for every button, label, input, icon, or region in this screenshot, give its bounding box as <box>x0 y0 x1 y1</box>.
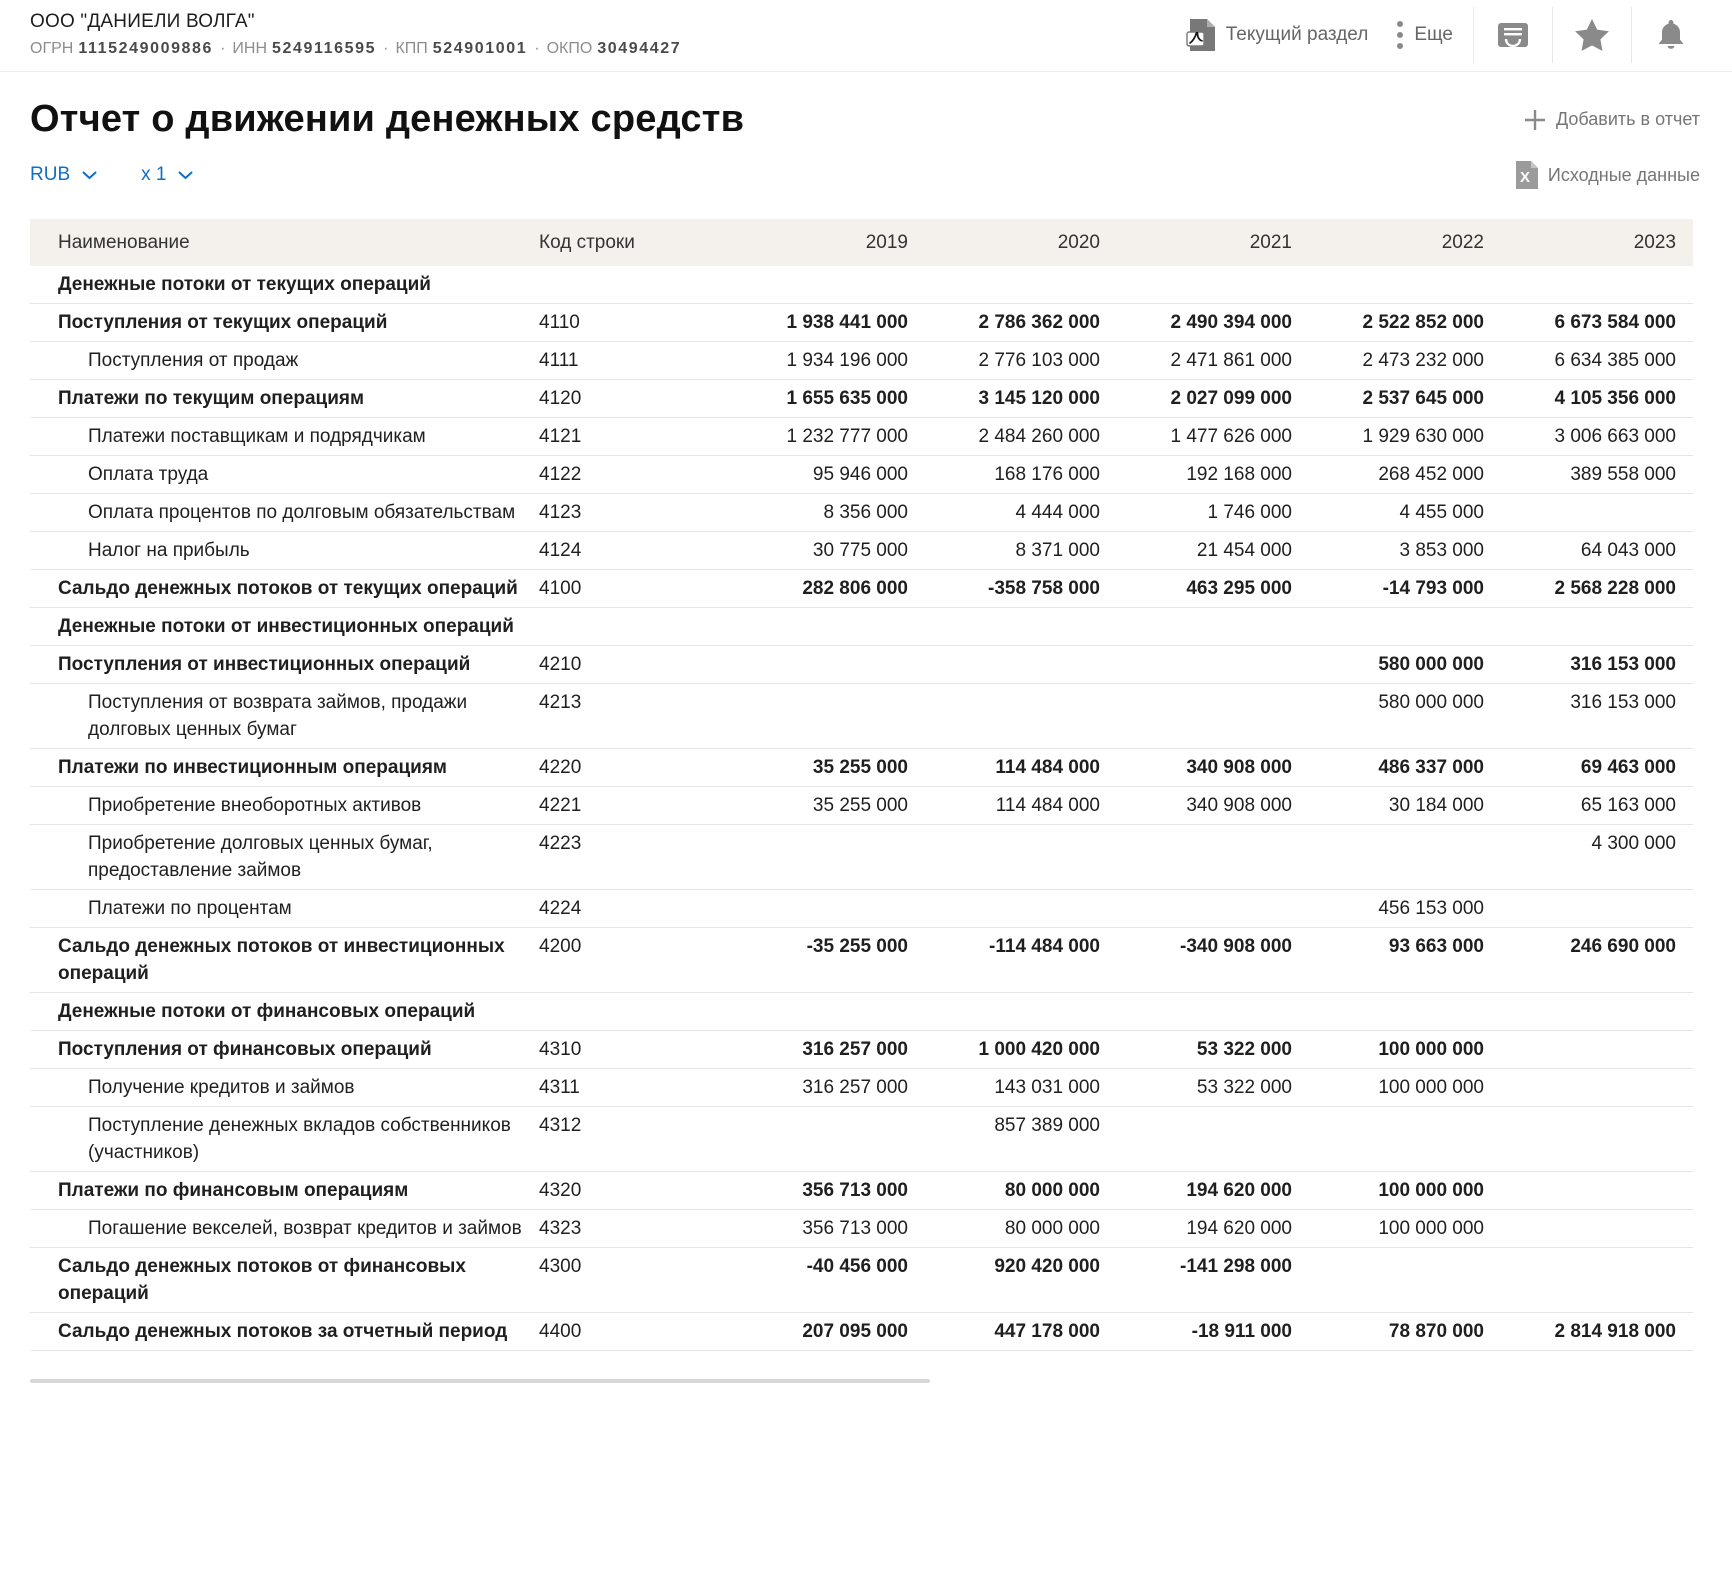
row-value: 100 000 000 <box>1309 1069 1501 1107</box>
row-value: 4 300 000 <box>1501 825 1693 890</box>
row-code: 4323 <box>537 1210 733 1248</box>
table-row <box>30 418 1693 456</box>
column-header: Код строки <box>537 219 733 266</box>
row-value <box>1309 993 1501 1031</box>
row-value: 8 356 000 <box>733 494 925 532</box>
row-value: 463 295 000 <box>1117 570 1309 608</box>
row-value: 100 000 000 <box>1309 1031 1501 1069</box>
row-value <box>925 993 1117 1031</box>
row-value <box>1501 1069 1693 1107</box>
row-value: 282 806 000 <box>733 570 925 608</box>
row-value <box>1309 608 1501 646</box>
row-label: Платежи по инвестиционным операциям <box>30 749 537 787</box>
row-value <box>1501 890 1693 928</box>
row-value <box>1501 494 1693 532</box>
row-value: 93 663 000 <box>1309 928 1501 993</box>
row-label: Налог на прибыль <box>30 532 537 570</box>
row-value: 2 522 852 000 <box>1309 304 1501 342</box>
row-value <box>733 825 925 890</box>
row-code: 4120 <box>537 380 733 418</box>
row-value: 1 232 777 000 <box>733 418 925 456</box>
row-value: 3 853 000 <box>1309 532 1501 570</box>
row-value <box>1501 1107 1693 1172</box>
add-to-report-label: Добавить в отчет <box>1555 109 1700 129</box>
row-value: 4 444 000 <box>925 494 1117 532</box>
row-code: 4124 <box>537 532 733 570</box>
row-value: 78 870 000 <box>1309 1313 1501 1351</box>
row-code: 4311 <box>537 1069 733 1107</box>
row-code: 4200 <box>537 928 733 993</box>
row-value <box>1117 993 1309 1031</box>
table-row <box>30 1313 1693 1351</box>
column-header: 2020 <box>925 219 1117 266</box>
row-value: 246 690 000 <box>1501 928 1693 993</box>
row-value <box>1501 1248 1693 1313</box>
row-value <box>1117 1107 1309 1172</box>
row-code: 4224 <box>537 890 733 928</box>
row-value: 2 537 645 000 <box>1309 380 1501 418</box>
bell-icon <box>1656 19 1686 51</box>
row-value <box>1117 608 1309 646</box>
row-value <box>925 825 1117 890</box>
row-value: 1 000 420 000 <box>925 1031 1117 1069</box>
row-value <box>733 608 925 646</box>
row-value <box>1501 1172 1693 1210</box>
svg-text:X: X <box>1519 169 1530 186</box>
registry-value: 524901001 <box>432 40 528 57</box>
currency-value: RUB <box>30 164 71 185</box>
row-label: Поступления от возврата займов, продажи долговых ценных бумаг <box>30 684 537 749</box>
source-data-label: Исходные данные <box>1547 164 1700 185</box>
row-value: 21 454 000 <box>1117 532 1309 570</box>
row-value: 194 620 000 <box>1117 1210 1309 1248</box>
company-registry <box>30 40 681 58</box>
column-header: 2022 <box>1309 219 1501 266</box>
row-value: 580 000 000 <box>1309 684 1501 749</box>
row-code: 4110 <box>537 304 733 342</box>
row-value: 30 184 000 <box>1309 787 1501 825</box>
row-code: 4310 <box>537 1031 733 1069</box>
row-value: 2 786 362 000 <box>925 304 1117 342</box>
row-value <box>733 1107 925 1172</box>
row-label: Платежи по текущим операциям <box>30 380 537 418</box>
row-value: 207 095 000 <box>733 1313 925 1351</box>
row-code <box>537 266 733 304</box>
row-value: 6 673 584 000 <box>1501 304 1693 342</box>
row-value: 857 389 000 <box>925 1107 1117 1172</box>
topbar <box>0 0 1732 72</box>
column-header: Наименование <box>30 219 537 266</box>
row-label: Оплата процентов по долговым обязательствам <box>30 494 537 532</box>
currency-dropdown[interactable] <box>30 162 97 188</box>
registry-label: КПП <box>395 40 428 57</box>
divider <box>1552 7 1553 63</box>
row-value: 1 938 441 000 <box>733 304 925 342</box>
row-label: Оплата труда <box>30 456 537 494</box>
row-label: Платежи по финансовым операциям <box>30 1172 537 1210</box>
chevron-down-icon <box>82 171 97 180</box>
table-row <box>30 890 1693 928</box>
row-value: 2 473 232 000 <box>1309 342 1501 380</box>
report-page <box>0 98 1732 1383</box>
registry-value: 1115249009886 <box>78 40 214 57</box>
row-code: 4123 <box>537 494 733 532</box>
excel-icon <box>1514 161 1538 189</box>
inbox-icon <box>1497 21 1529 49</box>
star-icon <box>1575 19 1609 51</box>
row-value: 2 568 228 000 <box>1501 570 1693 608</box>
multiplier-dropdown[interactable] <box>141 162 193 188</box>
topbar-actions <box>1172 7 1704 63</box>
more-button[interactable] <box>1382 7 1467 63</box>
table-row <box>30 456 1693 494</box>
table-row <box>30 928 1693 993</box>
favorites-button[interactable] <box>1559 7 1625 63</box>
divider <box>1473 7 1474 63</box>
row-value: 1 655 635 000 <box>733 380 925 418</box>
row-value: 2 490 394 000 <box>1117 304 1309 342</box>
row-value: 356 713 000 <box>733 1172 925 1210</box>
row-value: 2 027 099 000 <box>1117 380 1309 418</box>
table-row <box>30 1172 1693 1210</box>
row-label: Денежные потоки от инвестиционных операций <box>30 608 537 646</box>
row-value: 580 000 000 <box>1309 646 1501 684</box>
row-value: -18 911 000 <box>1117 1313 1309 1351</box>
row-value <box>1117 646 1309 684</box>
row-value: -340 908 000 <box>1117 928 1309 993</box>
row-value: 1 746 000 <box>1117 494 1309 532</box>
registry-label: ОГРН <box>30 40 74 57</box>
row-value: 316 153 000 <box>1501 646 1693 684</box>
table-row <box>30 1069 1693 1107</box>
row-value <box>733 890 925 928</box>
row-code: 4400 <box>537 1313 733 1351</box>
registry-separator: · <box>383 40 389 57</box>
row-value: 340 908 000 <box>1117 787 1309 825</box>
column-header: 2019 <box>733 219 925 266</box>
row-value: 4 455 000 <box>1309 494 1501 532</box>
notifications-button[interactable] <box>1638 7 1704 63</box>
row-label: Платежи по процентам <box>30 890 537 928</box>
row-value: 2 471 861 000 <box>1117 342 1309 380</box>
row-value: 2 776 103 000 <box>925 342 1117 380</box>
registry-value: 30494427 <box>597 40 682 57</box>
row-code <box>537 993 733 1031</box>
registry-separator: · <box>534 40 540 57</box>
row-value: -40 456 000 <box>733 1248 925 1313</box>
row-label: Поступления от продаж <box>30 342 537 380</box>
row-value: 316 257 000 <box>733 1069 925 1107</box>
row-value: 143 031 000 <box>925 1069 1117 1107</box>
row-value: 316 153 000 <box>1501 684 1693 749</box>
row-value: 447 178 000 <box>925 1313 1117 1351</box>
row-label: Поступления от текущих операций <box>30 304 537 342</box>
row-value <box>925 684 1117 749</box>
row-value <box>1117 890 1309 928</box>
row-value <box>1501 993 1693 1031</box>
row-value: 2 814 918 000 <box>1501 1313 1693 1351</box>
table-row <box>30 1248 1693 1313</box>
cashflow-table <box>30 219 1693 1351</box>
row-value: 100 000 000 <box>1309 1172 1501 1210</box>
registry-label: ОКПО <box>546 40 593 57</box>
row-value: 2 484 260 000 <box>925 418 1117 456</box>
row-value: 80 000 000 <box>925 1210 1117 1248</box>
row-label: Платежи поставщикам и подрядчикам <box>30 418 537 456</box>
pdf-icon <box>1186 18 1216 52</box>
row-value: 268 452 000 <box>1309 456 1501 494</box>
table-row <box>30 749 1693 787</box>
row-label: Сальдо денежных потоков от текущих операций <box>30 570 537 608</box>
table-row <box>30 570 1693 608</box>
row-code: 4100 <box>537 570 733 608</box>
row-label: Поступления от финансовых операций <box>30 1031 537 1069</box>
row-value <box>1501 1031 1693 1069</box>
row-value <box>733 684 925 749</box>
registry-label: ИНН <box>232 40 267 57</box>
row-value: 1 477 626 000 <box>1117 418 1309 456</box>
table-row <box>30 608 1693 646</box>
row-value <box>1117 825 1309 890</box>
row-code: 4223 <box>537 825 733 890</box>
row-value: 8 371 000 <box>925 532 1117 570</box>
registry-value: 5249116595 <box>272 40 377 57</box>
page-title: Отчет о движении денежных средств <box>30 98 745 140</box>
row-value <box>925 266 1117 304</box>
current-section-label: Текущий раздел <box>1225 23 1369 45</box>
row-code: 4210 <box>537 646 733 684</box>
table-row <box>30 1107 1693 1172</box>
row-value: 3 006 663 000 <box>1501 418 1693 456</box>
row-code: 4220 <box>537 749 733 787</box>
add-to-report-button[interactable] <box>1522 105 1702 135</box>
table-row <box>30 825 1693 890</box>
row-value <box>925 890 1117 928</box>
column-header: 2021 <box>1117 219 1309 266</box>
row-value <box>1501 266 1693 304</box>
row-value: -14 793 000 <box>1309 570 1501 608</box>
row-code: 4320 <box>537 1172 733 1210</box>
table-row <box>30 532 1693 570</box>
table-row <box>30 304 1693 342</box>
row-value: 389 558 000 <box>1501 456 1693 494</box>
row-code: 4213 <box>537 684 733 749</box>
current-section-button[interactable] <box>1172 7 1383 63</box>
chevron-down-icon <box>178 171 193 180</box>
row-value: -35 255 000 <box>733 928 925 993</box>
row-value <box>1309 825 1501 890</box>
row-value: 6 634 385 000 <box>1501 342 1693 380</box>
table-row <box>30 993 1693 1031</box>
row-value <box>1117 684 1309 749</box>
table-row <box>30 494 1693 532</box>
row-value: 53 322 000 <box>1117 1031 1309 1069</box>
row-value: 69 463 000 <box>1501 749 1693 787</box>
table-row <box>30 646 1693 684</box>
row-value: 194 620 000 <box>1117 1172 1309 1210</box>
horizontal-scrollbar[interactable] <box>30 1379 930 1383</box>
row-label: Поступления от инвестиционных операций <box>30 646 537 684</box>
row-code: 4300 <box>537 1248 733 1313</box>
table-row <box>30 380 1693 418</box>
row-value: 486 337 000 <box>1309 749 1501 787</box>
row-value: 456 153 000 <box>1309 890 1501 928</box>
table-header-row <box>30 219 1693 266</box>
row-value: 35 255 000 <box>733 787 925 825</box>
row-code: 4221 <box>537 787 733 825</box>
row-label: Сальдо денежных потоков от инвестиционных операций <box>30 928 537 993</box>
plus-icon <box>1524 109 1546 131</box>
row-value: -114 484 000 <box>925 928 1117 993</box>
table-row <box>30 342 1693 380</box>
report-table-body <box>30 266 1693 1351</box>
row-label: Приобретение долговых ценных бумаг, предоставление займов <box>30 825 537 890</box>
table-row <box>30 1031 1693 1069</box>
row-value: 53 322 000 <box>1117 1069 1309 1107</box>
row-value: 114 484 000 <box>925 749 1117 787</box>
multiplier-value: x 1 <box>141 164 167 185</box>
row-value: 340 908 000 <box>1117 749 1309 787</box>
row-value: 168 176 000 <box>925 456 1117 494</box>
row-value <box>925 608 1117 646</box>
row-value <box>1501 1210 1693 1248</box>
row-code: 4312 <box>537 1107 733 1172</box>
source-data-button[interactable] <box>1512 157 1702 193</box>
row-label: Денежные потоки от финансовых операций <box>30 993 537 1031</box>
row-code: 4122 <box>537 456 733 494</box>
row-value <box>733 646 925 684</box>
row-value: 80 000 000 <box>925 1172 1117 1210</box>
company-info <box>30 11 681 58</box>
row-value: 95 946 000 <box>733 456 925 494</box>
row-value: 35 255 000 <box>733 749 925 787</box>
row-value: -141 298 000 <box>1117 1248 1309 1313</box>
row-code: 4111 <box>537 342 733 380</box>
more-label: Еще <box>1414 23 1453 45</box>
row-value <box>1117 266 1309 304</box>
row-value: 192 168 000 <box>1117 456 1309 494</box>
row-value <box>1309 266 1501 304</box>
row-value: 4 105 356 000 <box>1501 380 1693 418</box>
kebab-icon <box>1396 19 1404 51</box>
row-value: 1 934 196 000 <box>733 342 925 380</box>
row-label: Сальдо денежных потоков за отчетный период <box>30 1313 537 1351</box>
row-value: -358 758 000 <box>925 570 1117 608</box>
row-value: 1 929 630 000 <box>1309 418 1501 456</box>
row-value: 316 257 000 <box>733 1031 925 1069</box>
table-row <box>30 787 1693 825</box>
row-value: 64 043 000 <box>1501 532 1693 570</box>
table-row <box>30 1210 1693 1248</box>
row-value <box>733 266 925 304</box>
table-row <box>30 266 1693 304</box>
row-value: 100 000 000 <box>1309 1210 1501 1248</box>
row-value <box>1501 608 1693 646</box>
row-value: 30 775 000 <box>733 532 925 570</box>
row-value: 114 484 000 <box>925 787 1117 825</box>
column-header: 2023 <box>1501 219 1693 266</box>
row-label: Приобретение внеоборотных активов <box>30 787 537 825</box>
row-code <box>537 608 733 646</box>
row-value: 920 420 000 <box>925 1248 1117 1313</box>
inbox-button[interactable] <box>1480 7 1546 63</box>
row-value: 65 163 000 <box>1501 787 1693 825</box>
row-label: Поступление денежных вкладов собственников (участников) <box>30 1107 537 1172</box>
row-value <box>925 646 1117 684</box>
table-row <box>30 684 1693 749</box>
row-label: Сальдо денежных потоков от финансовых операций <box>30 1248 537 1313</box>
divider <box>1631 7 1632 63</box>
row-code: 4121 <box>537 418 733 456</box>
row-value <box>1309 1107 1501 1172</box>
row-label: Получение кредитов и займов <box>30 1069 537 1107</box>
company-name: ООО "ДАНИЕЛИ ВОЛГА" <box>30 11 255 32</box>
row-value <box>733 993 925 1031</box>
row-value <box>1309 1248 1501 1313</box>
row-label: Погашение векселей, возврат кредитов и займов <box>30 1210 537 1248</box>
registry-separator: · <box>220 40 226 57</box>
row-value: 356 713 000 <box>733 1210 925 1248</box>
row-value: 3 145 120 000 <box>925 380 1117 418</box>
row-label: Денежные потоки от текущих операций <box>30 266 537 304</box>
